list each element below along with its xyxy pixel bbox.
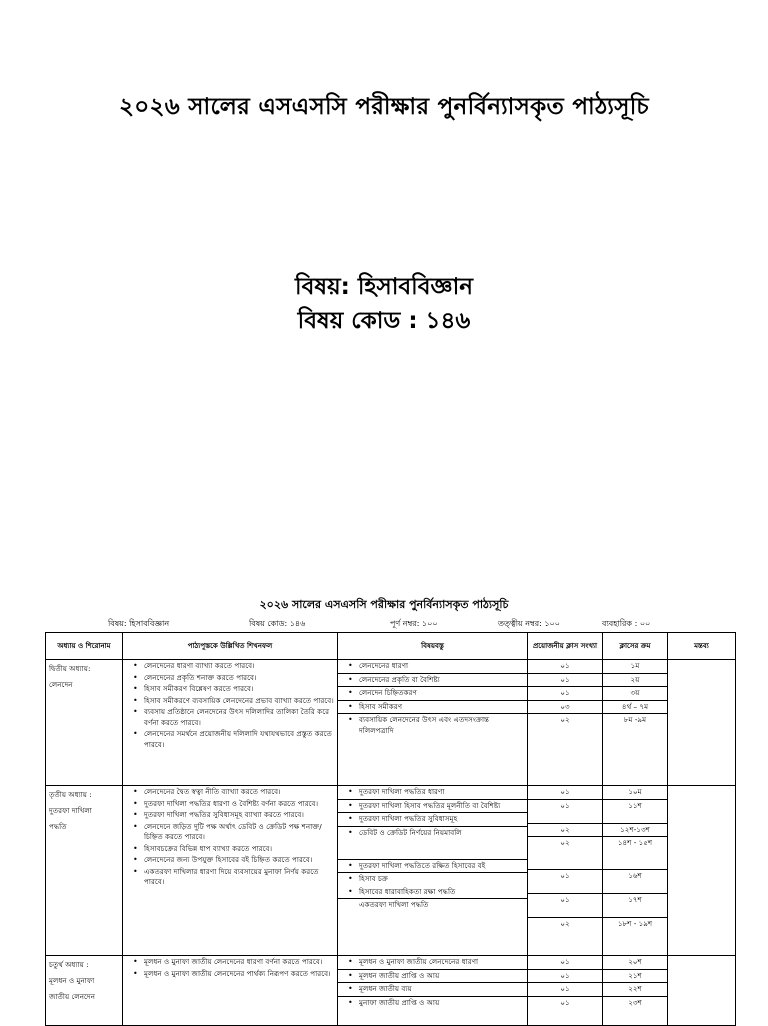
list-item: • দুতরফা দাখিলা পদ্ধতির ধারণা xyxy=(338,786,527,800)
list-item: • মুনাফা জাতীয় প্রাপ্তি ও আয় xyxy=(338,997,527,1010)
chapter-title-cell xyxy=(46,956,123,1026)
chapter-subtitle: দুতরফা দাখিলা xyxy=(49,806,92,815)
header-sequence: ক্লাসের ক্রম xyxy=(603,633,668,660)
class-sequence: ২২শ xyxy=(603,983,667,997)
list-item: • মূলধন ও মুনাফা জাতীয় লেনদেনের ধারণা বর্ণনা করতে পারবে। xyxy=(144,957,334,968)
class-sequence: ২১শ xyxy=(603,970,667,984)
table-row xyxy=(46,660,736,786)
list-item: • ব্যবসায়িক লেনদেনের উৎস এবং এতদসংক্রান্ত দলিলপত্রাদি xyxy=(338,714,527,737)
list-item: • লেনদেনের ধারণা xyxy=(338,660,527,674)
classes-cell xyxy=(528,956,603,1026)
chapter-subtitle: জাতীয় লেনদেন xyxy=(49,992,95,1001)
info-subject: বিষয়: হিসাববিজ্ঞান xyxy=(108,619,170,628)
table-row xyxy=(46,786,736,956)
chapter-title-cell xyxy=(46,786,123,956)
info-practical: ব্যবহারিক : ০০ xyxy=(602,619,651,628)
class-count: ০২ xyxy=(560,715,570,724)
class-count: ০১ xyxy=(560,997,570,1007)
remarks-cell xyxy=(668,786,736,956)
subject-name: বিষয়: হিসাববিজ্ঞান xyxy=(295,274,473,300)
class-count: ০১ xyxy=(528,660,602,674)
list-item: • লেনদেন চিহ্নিতকরণ xyxy=(338,687,527,701)
list-item: • দুতরফা দাখিলা পদ্ধতির ধারণা ও বৈশিষ্ট্য বর্ণনা করতে পারবে। xyxy=(144,799,334,810)
class-count: ০১ xyxy=(528,687,602,701)
class-sequence: ২০শ xyxy=(603,956,667,970)
class-count: ০১ xyxy=(528,970,602,984)
class-count: ০১ xyxy=(528,983,602,997)
info-code: বিষয় কোড: ১৪৬ xyxy=(249,619,306,628)
class-sequence: ১২শ-১৩শ xyxy=(603,824,667,838)
list-item: • লেনদেনের প্রকৃতি বা বৈশিষ্ট্য xyxy=(338,674,527,688)
table-row xyxy=(46,956,736,1026)
list-item: • লেনদেনে জড়িত দুটি পক্ষ অর্থাৎ ডেবিট ও ক্রেডিট পক্ষ শনাক্ত/চিহ্নিত করতে পারবে। xyxy=(144,822,334,843)
class-count: ০২ xyxy=(528,824,602,838)
class-sequence: ১৮শ - ১৯শ xyxy=(617,919,653,928)
classes-cell xyxy=(528,786,603,956)
subject-code: বিষয় কোড : ১৪৬ xyxy=(297,308,471,334)
chapter-subtitle: মূলধন ও মুনাফা xyxy=(49,976,95,985)
main-title: ২০২৬ সালের এসএসসি পরীক্ষার পুনর্বিন্যাসকৃত পাঠ্যসূচি xyxy=(118,94,650,120)
class-sequence: ৪র্থ – ৭ম xyxy=(603,701,667,715)
list-item: • দুতরফা দাখিলা হিসাব পদ্ধতির মূলনীতি বা বৈশিষ্ট্য xyxy=(338,800,527,814)
list-item: • মূলধন জাতীয় প্রাপ্তি ও আয় xyxy=(338,970,527,984)
class-sequence: ১৬শ xyxy=(603,870,667,894)
list-item: • হিসাবের ধারাবাহিকতা রক্ষা পদ্ধতি xyxy=(338,886,527,900)
class-sequence: ১১শ xyxy=(603,800,667,824)
class-sequence: ১৭শ xyxy=(603,894,667,918)
list-item: • মূলধন ও মুনাফা জাতীয় লেনদেনের পার্থক্য নিরূপণ করতে পারবে। xyxy=(144,969,334,980)
class-count: ০১ xyxy=(528,894,602,918)
class-sequence: ১ম xyxy=(603,660,667,674)
chapter-title: চতুর্থ অধ্যায় : xyxy=(49,960,89,969)
list-item: • হিসাব সমীকরণ বিশ্লেষণ করতে পারবে। xyxy=(144,684,334,695)
chapter-title-cell xyxy=(46,660,123,786)
chapter-title: দ্বিতীয় অধ্যায়: xyxy=(49,664,91,673)
list-item: • লেনদেনের দ্বৈত স্বত্বা নীতি ব্যাখ্যা করতে পারবে। xyxy=(144,787,334,798)
topics-cell xyxy=(338,786,528,956)
class-count: ০১ xyxy=(528,674,602,688)
info-theory-marks: তত্ত্বীয় নম্বর: ১০০ xyxy=(498,619,560,628)
objectives-cell xyxy=(123,660,338,786)
class-count: ০৩ xyxy=(528,701,602,715)
header-classes: প্রয়োজনীয় ক্লাস সংখ্যা xyxy=(528,633,603,660)
classes-cell xyxy=(528,660,603,786)
remarks-cell xyxy=(668,660,736,786)
class-sequence: ১৪শ - ১৫শ xyxy=(603,837,667,870)
info-row xyxy=(0,618,768,632)
list-item: • লেনদেনের জন্য উপযুক্ত হিসাবের বই চিহ্নিত করতে পারবে। xyxy=(144,855,334,866)
list-item: • মূলধন ও মুনাফা জাতীয় লেনদেনের ধারণা xyxy=(338,956,527,970)
list-item: • হিসাব চক্র xyxy=(338,873,527,886)
class-sequence: ২৩শ xyxy=(628,997,642,1007)
objectives-cell xyxy=(123,956,338,1026)
info-full-marks: পূর্ণ নম্বর: ১০০ xyxy=(390,619,438,628)
header-objectives: পাঠ্যপুস্তকে উল্লিখিত শিখনফল xyxy=(123,633,338,660)
class-count: ০২ xyxy=(560,919,570,928)
list-item: একতরফা দাখিলা পদ্ধতি xyxy=(359,900,429,909)
list-item: • দুতরফা দাখিলা পদ্ধতিতে রক্ষিত হিসাবের বই xyxy=(338,860,527,874)
class-sequence: ৩য় xyxy=(603,687,667,701)
list-item: • মূলধন জাতীয় ব্যয় xyxy=(338,983,527,997)
class-count: ০১ xyxy=(528,956,602,970)
sequence-cell xyxy=(603,660,668,786)
chapter-subtitle: লেনদেন xyxy=(49,680,73,689)
sequence-cell xyxy=(603,786,668,956)
sequence-cell xyxy=(603,956,668,1026)
class-count: ০১ xyxy=(528,870,602,894)
list-item: • হিসাব সমীকরণ xyxy=(338,701,527,715)
class-sequence: ১০ম xyxy=(603,786,667,800)
class-sequence: ২য় xyxy=(603,674,667,688)
table-header-row xyxy=(46,633,736,660)
table-title: ২০২৬ সালের এসএসসি পরীক্ষার পুনর্বিন্যাসকৃত পাঠ্যসূচি xyxy=(259,598,509,611)
chapter-subtitle: পদ্ধতি xyxy=(49,822,67,831)
header-remarks: মন্তব্য xyxy=(668,633,736,660)
list-item: • ডেবিট ও ক্রেডিট নির্ণয়ের নিয়মাবলি xyxy=(338,827,527,860)
list-item: • দুতরফা দাখিলা পদ্ধতির সুবিধাসমূহ xyxy=(338,813,527,827)
list-item: • হিসাব সমীকরণে ব্যবসায়িক লেনদেনের প্রভাব ব্যাখ্যা করতে পারবে। xyxy=(144,696,334,707)
list-item: • দুতরফা দাখিলা পদ্ধতির সুবিধাসমূহ ব্যাখ্যা করতে পারবে। xyxy=(144,810,334,821)
topics-cell xyxy=(338,660,528,786)
class-sequence: ৮ম -৯ম xyxy=(623,715,647,724)
list-item: • ব্যবসায় প্রতিষ্ঠানে লেনদেনের উৎস দলিলাদির তালিকা তৈরি করে বর্ণনা করতে পারবে। xyxy=(144,707,334,728)
list-item: • হিসাবচক্রের বিভিন্ন ধাপ ব্যাখ্যা করতে পারবে। xyxy=(144,844,334,855)
list-item: • একতরফা দাখিলার ধারণা দিয়ে ব্যবসায়ের মুনাফা নির্ণয় করতে পারবে। xyxy=(144,867,334,888)
list-item: • লেনদেনের সমর্থনে প্রয়োজনীয় দলিলাদি যথাযথভাবে প্রস্তুত করতে পারবে। xyxy=(144,729,334,750)
class-count: ০১ xyxy=(528,786,602,800)
header-topics: বিষয়বস্তু xyxy=(338,633,528,660)
class-count: ০১ xyxy=(528,800,602,824)
header-chapter: অধ্যায় ও শিরোনাম xyxy=(46,633,123,660)
syllabus-table xyxy=(45,632,736,1026)
list-item: • লেনদেনের ধারণা ব্যাখ্যা করতে পারবে। xyxy=(144,661,334,672)
class-count: ০২ xyxy=(528,837,602,870)
subject-block xyxy=(0,270,768,338)
list-item: • লেনদেনের প্রকৃতি শনাক্ত করতে পারবে। xyxy=(144,673,334,684)
objectives-cell xyxy=(123,786,338,956)
remarks-cell xyxy=(668,956,736,1026)
topics-cell xyxy=(338,956,528,1026)
chapter-title: তৃতীয় অধ্যায় : xyxy=(49,790,92,799)
